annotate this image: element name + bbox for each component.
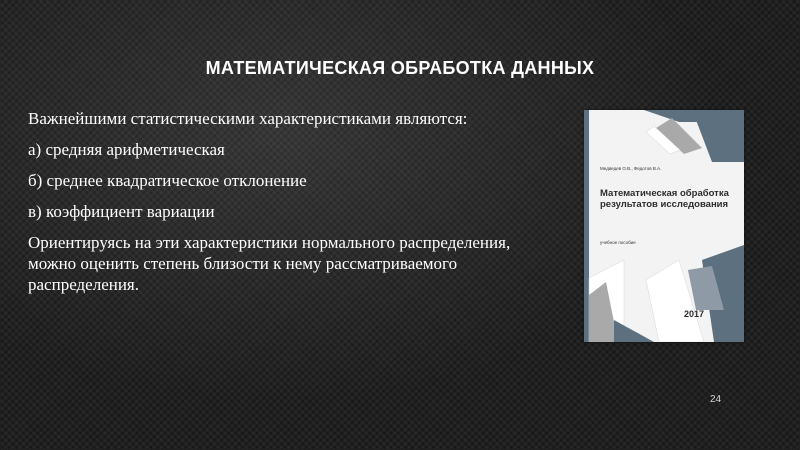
book-title: Математическая обработка результатов исследования <box>600 188 729 210</box>
paragraph-conclusion: Ориентируясь на эти характеристики нормального распределения, можно оценить степень близости к нему рассматриваемого распределения. <box>28 233 511 294</box>
book-cover-image <box>584 110 744 342</box>
book-cover-shapes <box>584 110 744 342</box>
book-subtitle: учебное пособие <box>600 240 636 245</box>
list-item-b: б) среднее квадратическое отклонение <box>28 171 307 190</box>
book-year: 2017 <box>684 309 705 319</box>
paragraph-intro: Важнейшими статистическими характеристиками являются: <box>28 109 468 128</box>
list-item-a: а) средняя арифметическая <box>28 140 225 159</box>
slide-body <box>28 108 548 305</box>
slide-title: МАТЕМАТИЧЕСКАЯ ОБРАБОТКА ДАННЫХ <box>205 58 595 78</box>
page-number: 24 <box>710 394 722 405</box>
list-item-c: в) коэффициент вариации <box>28 202 215 221</box>
book-authors: Медведев О.В., Федотов В.А. <box>600 166 662 171</box>
